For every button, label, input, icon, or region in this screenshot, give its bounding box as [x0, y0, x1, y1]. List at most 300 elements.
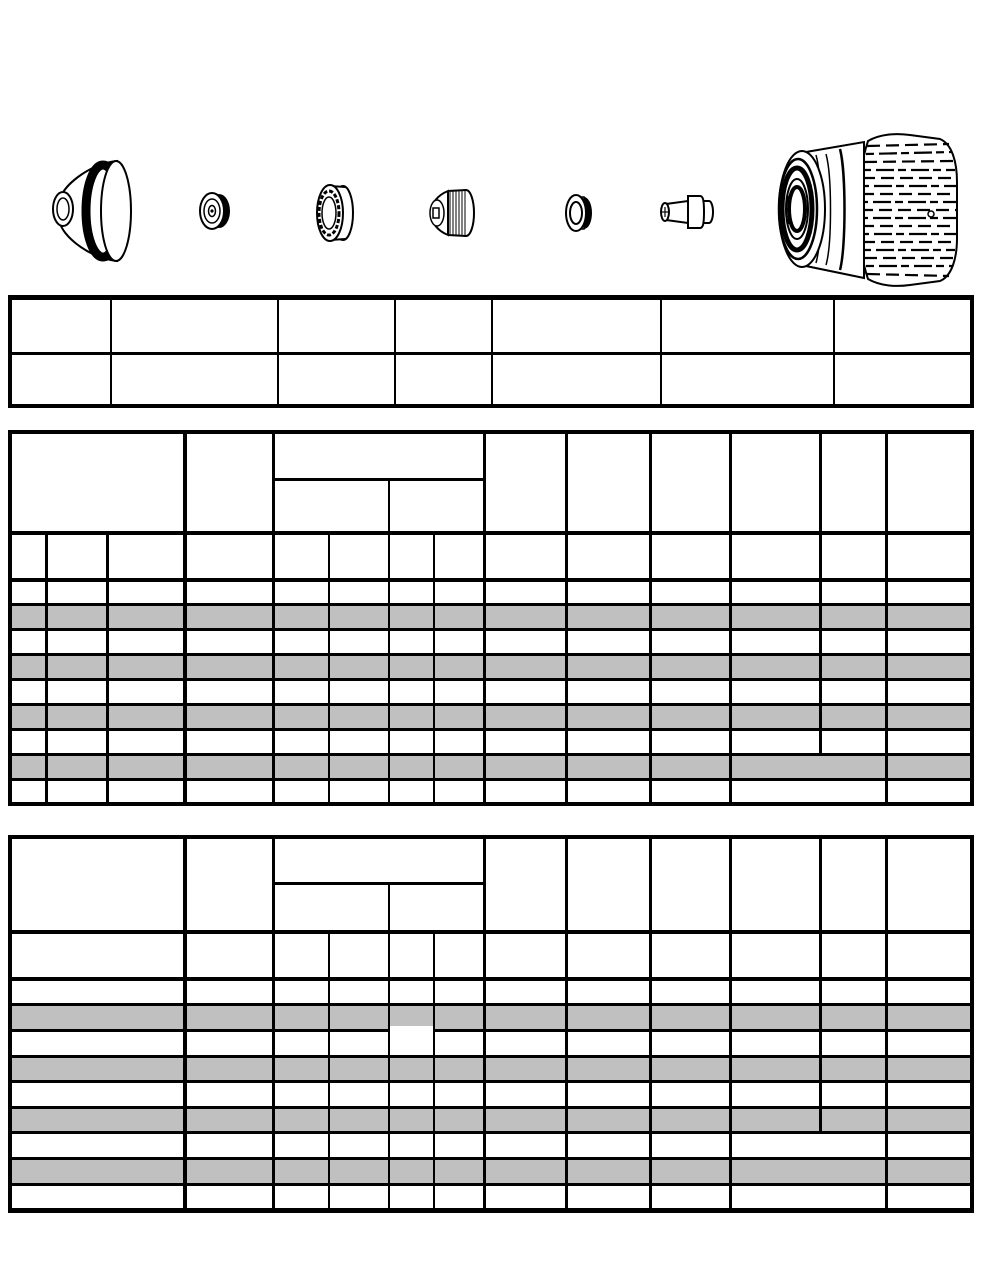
table-cell — [486, 1032, 565, 1055]
table-cell — [12, 1134, 183, 1157]
table-cell — [888, 1058, 970, 1080]
header-cell — [187, 434, 272, 531]
table-cell — [732, 606, 819, 628]
table-cell — [435, 582, 483, 603]
table-cell — [486, 731, 565, 753]
header-cell — [486, 535, 565, 578]
table-cell — [568, 1083, 649, 1106]
table-cell — [390, 656, 433, 678]
table-cell — [12, 582, 45, 603]
table-cell — [568, 606, 649, 628]
table-cell — [109, 731, 183, 753]
table-cell — [112, 300, 277, 352]
header-cell — [732, 839, 819, 930]
table-cell — [390, 756, 433, 778]
table-cell — [396, 355, 491, 404]
table-cell — [486, 681, 565, 703]
table-cell — [652, 731, 729, 753]
table-cell — [486, 606, 565, 628]
header-cell — [486, 934, 565, 977]
header-cell — [12, 934, 183, 977]
table-cell — [652, 582, 729, 603]
table-cell — [888, 731, 970, 753]
table-cell — [486, 582, 565, 603]
table-cell — [888, 781, 970, 802]
table-cell — [888, 1006, 970, 1029]
table-cell — [275, 731, 328, 753]
table-cell — [275, 706, 328, 728]
table-cell — [12, 606, 45, 628]
shield-cap-drawing — [53, 161, 131, 261]
table-cell — [12, 756, 45, 778]
table-cell — [822, 1006, 885, 1029]
table-cell — [330, 756, 388, 778]
header-cell — [275, 535, 328, 578]
table-cell — [12, 981, 183, 1003]
table-cell — [330, 1109, 388, 1131]
table-cell — [732, 656, 819, 678]
table-cell — [275, 1032, 328, 1055]
header-cell — [732, 434, 819, 531]
table-cell — [888, 1083, 970, 1106]
table-cell — [568, 681, 649, 703]
table-cell — [330, 981, 388, 1003]
table-cell — [822, 1032, 885, 1055]
table-cell — [330, 1134, 388, 1157]
table-cell — [568, 731, 649, 753]
table-cell — [435, 981, 483, 1003]
header-cell — [48, 535, 106, 578]
table-cell — [493, 355, 660, 404]
table-cell — [390, 1109, 433, 1131]
table-cell — [568, 1134, 649, 1157]
table-cell — [48, 582, 106, 603]
header-cell — [390, 934, 433, 977]
table-cell — [435, 631, 483, 653]
table-cell — [822, 1109, 885, 1131]
table-cell — [888, 756, 970, 778]
table-cell — [12, 1006, 183, 1029]
table-cell — [187, 706, 272, 728]
table-cell — [390, 631, 433, 653]
table-cell — [330, 1032, 388, 1055]
table-cell — [732, 631, 819, 653]
header-cell — [732, 535, 819, 578]
table-cell — [330, 1058, 388, 1080]
table-cell — [732, 981, 819, 1003]
header-subcell — [390, 481, 483, 531]
table-cell — [732, 1083, 819, 1106]
table-cell — [48, 731, 106, 753]
table-cell — [435, 706, 483, 728]
header-cell — [732, 934, 819, 977]
table-cell — [390, 731, 433, 753]
table-cell — [662, 355, 833, 404]
table-cell — [568, 706, 649, 728]
table-cell — [888, 1109, 970, 1131]
table-cell — [109, 656, 183, 678]
table-cell — [435, 756, 483, 778]
table-cell — [822, 1083, 885, 1106]
parts-list-table — [8, 295, 974, 408]
table-cell — [888, 981, 970, 1003]
table-cell — [822, 706, 885, 728]
table-cell — [275, 981, 328, 1003]
table-cell — [486, 1058, 565, 1080]
table-cell — [390, 781, 433, 802]
header-cell — [888, 839, 970, 930]
table-cell — [888, 631, 970, 653]
table-cell — [275, 1109, 328, 1131]
header-cell — [12, 839, 183, 930]
table-cell — [330, 1006, 388, 1029]
table-cell — [187, 1006, 272, 1029]
header-cell — [435, 535, 483, 578]
header-cell — [888, 535, 970, 578]
seal-ring-drawing — [566, 195, 592, 231]
header-cell — [822, 434, 885, 531]
table-cell — [12, 731, 45, 753]
table-cell — [822, 631, 885, 653]
header-cell — [888, 434, 970, 531]
header-cell — [652, 434, 729, 531]
table-cell — [112, 355, 277, 404]
header-cell — [486, 839, 565, 930]
header-subcell — [275, 885, 388, 930]
table-cell — [486, 781, 565, 802]
table-cell — [888, 1134, 970, 1157]
table-cell — [109, 681, 183, 703]
table-cell — [822, 1058, 885, 1080]
table-cell — [390, 1058, 433, 1080]
table-cell — [330, 781, 388, 802]
table-cell — [330, 656, 388, 678]
table-cell — [493, 300, 660, 352]
table-cell — [822, 656, 885, 678]
table-cell — [652, 631, 729, 653]
table-cell — [390, 1083, 433, 1106]
table-cell — [435, 656, 483, 678]
table-cell — [48, 656, 106, 678]
table-cell — [652, 1109, 729, 1131]
table-cell — [888, 656, 970, 678]
header-cell — [652, 535, 729, 578]
table-cell — [330, 681, 388, 703]
table-cell — [568, 656, 649, 678]
header-subcell — [390, 885, 483, 930]
table-cell — [12, 681, 45, 703]
header-cell — [568, 839, 649, 930]
table-cell — [12, 631, 45, 653]
table-cell — [486, 981, 565, 1003]
cut-chart-table-1 — [8, 430, 974, 806]
table-cell — [822, 681, 885, 703]
table-cell — [732, 1032, 819, 1055]
table-cell — [732, 1109, 819, 1131]
table-cell — [279, 355, 394, 404]
table-cell — [435, 1006, 483, 1029]
nozzle-drawing — [430, 190, 474, 236]
table-cell — [390, 1160, 433, 1183]
header-cell — [187, 535, 272, 578]
swirl-ring-drawing — [200, 193, 230, 229]
table-cell — [187, 1186, 272, 1208]
table-cell — [652, 1134, 729, 1157]
table-cell — [662, 300, 833, 352]
table-cell — [652, 656, 729, 678]
table-cell — [187, 631, 272, 653]
table-cell — [568, 582, 649, 603]
table-cell — [652, 756, 729, 778]
table-cell — [822, 981, 885, 1003]
table-cell — [390, 582, 433, 603]
header-cell — [822, 934, 885, 977]
table-cell — [732, 582, 819, 603]
table-cell — [822, 582, 885, 603]
header-cell — [12, 535, 45, 578]
table-cell — [568, 631, 649, 653]
table-cell — [12, 1058, 183, 1080]
table-cell — [888, 1032, 970, 1055]
table-cell — [187, 781, 272, 802]
table-cell — [568, 1006, 649, 1029]
table-cell — [12, 1160, 183, 1183]
table-cell — [888, 681, 970, 703]
table-cell — [275, 606, 328, 628]
table-cell — [275, 631, 328, 653]
table-cell — [109, 781, 183, 802]
table-cell — [568, 1160, 649, 1183]
table-cell — [652, 606, 729, 628]
header-subcell — [275, 481, 388, 531]
table-cell — [330, 1160, 388, 1183]
table-cell — [396, 300, 491, 352]
table-cell — [12, 1109, 183, 1131]
table-cell — [12, 706, 45, 728]
table-cell — [435, 681, 483, 703]
table-cell — [568, 1032, 649, 1055]
table-cell — [48, 781, 106, 802]
table-cell — [568, 1109, 649, 1131]
table-cell — [652, 1032, 729, 1055]
table-cell — [435, 781, 483, 802]
table-cell — [568, 1186, 649, 1208]
table-cell — [109, 706, 183, 728]
table-cell — [390, 981, 433, 1003]
table-cell — [732, 1134, 885, 1157]
table-cell — [330, 706, 388, 728]
header-cell — [187, 934, 272, 977]
table-cell — [330, 1083, 388, 1106]
table-cell — [568, 1058, 649, 1080]
header-cell — [12, 434, 183, 531]
table-cell — [187, 1083, 272, 1106]
table-cell — [732, 681, 819, 703]
table-cell — [652, 1186, 729, 1208]
table-cell — [435, 1109, 483, 1131]
table-cell — [187, 606, 272, 628]
electrode-drawing — [661, 196, 713, 228]
header-cell — [109, 535, 183, 578]
table-cell — [390, 1186, 433, 1208]
table-cell — [732, 781, 885, 802]
header-cell — [275, 839, 483, 882]
table-cell — [275, 1160, 328, 1183]
table-cell — [275, 1186, 328, 1208]
table-cell — [187, 756, 272, 778]
header-cell — [568, 535, 649, 578]
consumables-exploded-diagram — [0, 130, 982, 292]
table-cell — [390, 1134, 433, 1157]
table-cell — [888, 606, 970, 628]
table-cell — [732, 756, 885, 778]
header-cell — [888, 934, 970, 977]
table-cell — [187, 731, 272, 753]
table-cell — [652, 1058, 729, 1080]
cut-chart-table-2 — [8, 835, 974, 1213]
table-cell — [12, 300, 110, 352]
table-cell — [330, 731, 388, 753]
table-cell — [435, 1186, 483, 1208]
table-cell — [486, 1160, 565, 1183]
header-cell — [486, 434, 565, 531]
table-cell — [330, 582, 388, 603]
table-cell — [652, 1160, 729, 1183]
table-cell — [187, 1134, 272, 1157]
header-cell — [652, 839, 729, 930]
header-cell — [822, 535, 885, 578]
table-cell — [330, 606, 388, 628]
table-cell — [486, 1083, 565, 1106]
table-cell — [435, 1032, 483, 1055]
table-cell — [486, 756, 565, 778]
table-cell — [435, 1134, 483, 1157]
table-cell — [275, 756, 328, 778]
table-cell — [486, 631, 565, 653]
header-cell — [187, 839, 272, 930]
table-cell — [187, 981, 272, 1003]
table-cell — [48, 756, 106, 778]
table-cell — [435, 1160, 483, 1183]
table-cell — [435, 606, 483, 628]
table-cell — [390, 706, 433, 728]
header-cell — [275, 434, 483, 478]
table-cell — [732, 731, 819, 753]
table-cell — [652, 706, 729, 728]
header-cell — [390, 535, 433, 578]
table-cell — [486, 1134, 565, 1157]
header-cell — [330, 535, 388, 578]
table-cell — [435, 731, 483, 753]
table-cell — [187, 681, 272, 703]
table-cell — [822, 606, 885, 628]
table-cell — [732, 1006, 819, 1029]
retaining-cap-drawing — [317, 185, 353, 241]
table-cell — [568, 781, 649, 802]
table-cell — [568, 981, 649, 1003]
table-cell — [12, 1083, 183, 1106]
table-cell — [486, 1186, 565, 1208]
table-cell — [652, 981, 729, 1003]
table-cell — [835, 355, 970, 404]
table-cell — [888, 1160, 970, 1183]
table-cell — [652, 1006, 729, 1029]
table-cell — [435, 1083, 483, 1106]
table-cell — [275, 681, 328, 703]
table-cell — [109, 756, 183, 778]
table-cell — [568, 756, 649, 778]
table-cell — [732, 1160, 885, 1183]
header-cell — [435, 934, 483, 977]
table-cell — [486, 656, 565, 678]
header-cell — [275, 934, 328, 977]
torch-head-drawing — [779, 134, 957, 286]
table-cell — [187, 1160, 272, 1183]
table-cell — [48, 606, 106, 628]
table-cell — [486, 706, 565, 728]
table-cell — [48, 631, 106, 653]
table-cell — [48, 706, 106, 728]
table-cell — [732, 1186, 885, 1208]
table-cell — [12, 656, 45, 678]
table-cell — [109, 582, 183, 603]
table-cell — [330, 1186, 388, 1208]
table-cell — [187, 582, 272, 603]
table-cell — [275, 582, 328, 603]
table-cell — [187, 656, 272, 678]
table-cell — [187, 1058, 272, 1080]
table-cell — [732, 1058, 819, 1080]
table-cell — [732, 706, 819, 728]
table-cell — [48, 681, 106, 703]
table-cell — [279, 300, 394, 352]
header-cell — [330, 934, 388, 977]
table-cell — [12, 1032, 183, 1055]
table-cell — [275, 781, 328, 802]
table-cell — [109, 631, 183, 653]
table-cell — [275, 1134, 328, 1157]
table-cell — [390, 1006, 433, 1055]
table-cell — [275, 1006, 328, 1029]
table-cell — [822, 731, 885, 753]
table-cell — [888, 1186, 970, 1208]
header-cell — [568, 434, 649, 531]
header-cell — [568, 934, 649, 977]
table-cell — [12, 781, 45, 802]
table-cell — [888, 582, 970, 603]
table-cell — [390, 606, 433, 628]
table-cell — [275, 1083, 328, 1106]
table-cell — [187, 1032, 272, 1055]
table-cell — [12, 355, 110, 404]
table-cell — [275, 1058, 328, 1080]
table-cell — [187, 1109, 272, 1131]
table-cell — [435, 1058, 483, 1080]
table-cell — [12, 1186, 183, 1208]
table-cell — [652, 781, 729, 802]
table-cell — [330, 631, 388, 653]
table-cell — [888, 706, 970, 728]
table-cell — [390, 681, 433, 703]
table-cell — [109, 606, 183, 628]
table-cell — [486, 1006, 565, 1029]
header-cell — [652, 934, 729, 977]
header-cell — [822, 839, 885, 930]
table-cell — [652, 1083, 729, 1106]
table-cell — [835, 300, 970, 352]
table-cell — [486, 1109, 565, 1131]
table-cell — [275, 656, 328, 678]
